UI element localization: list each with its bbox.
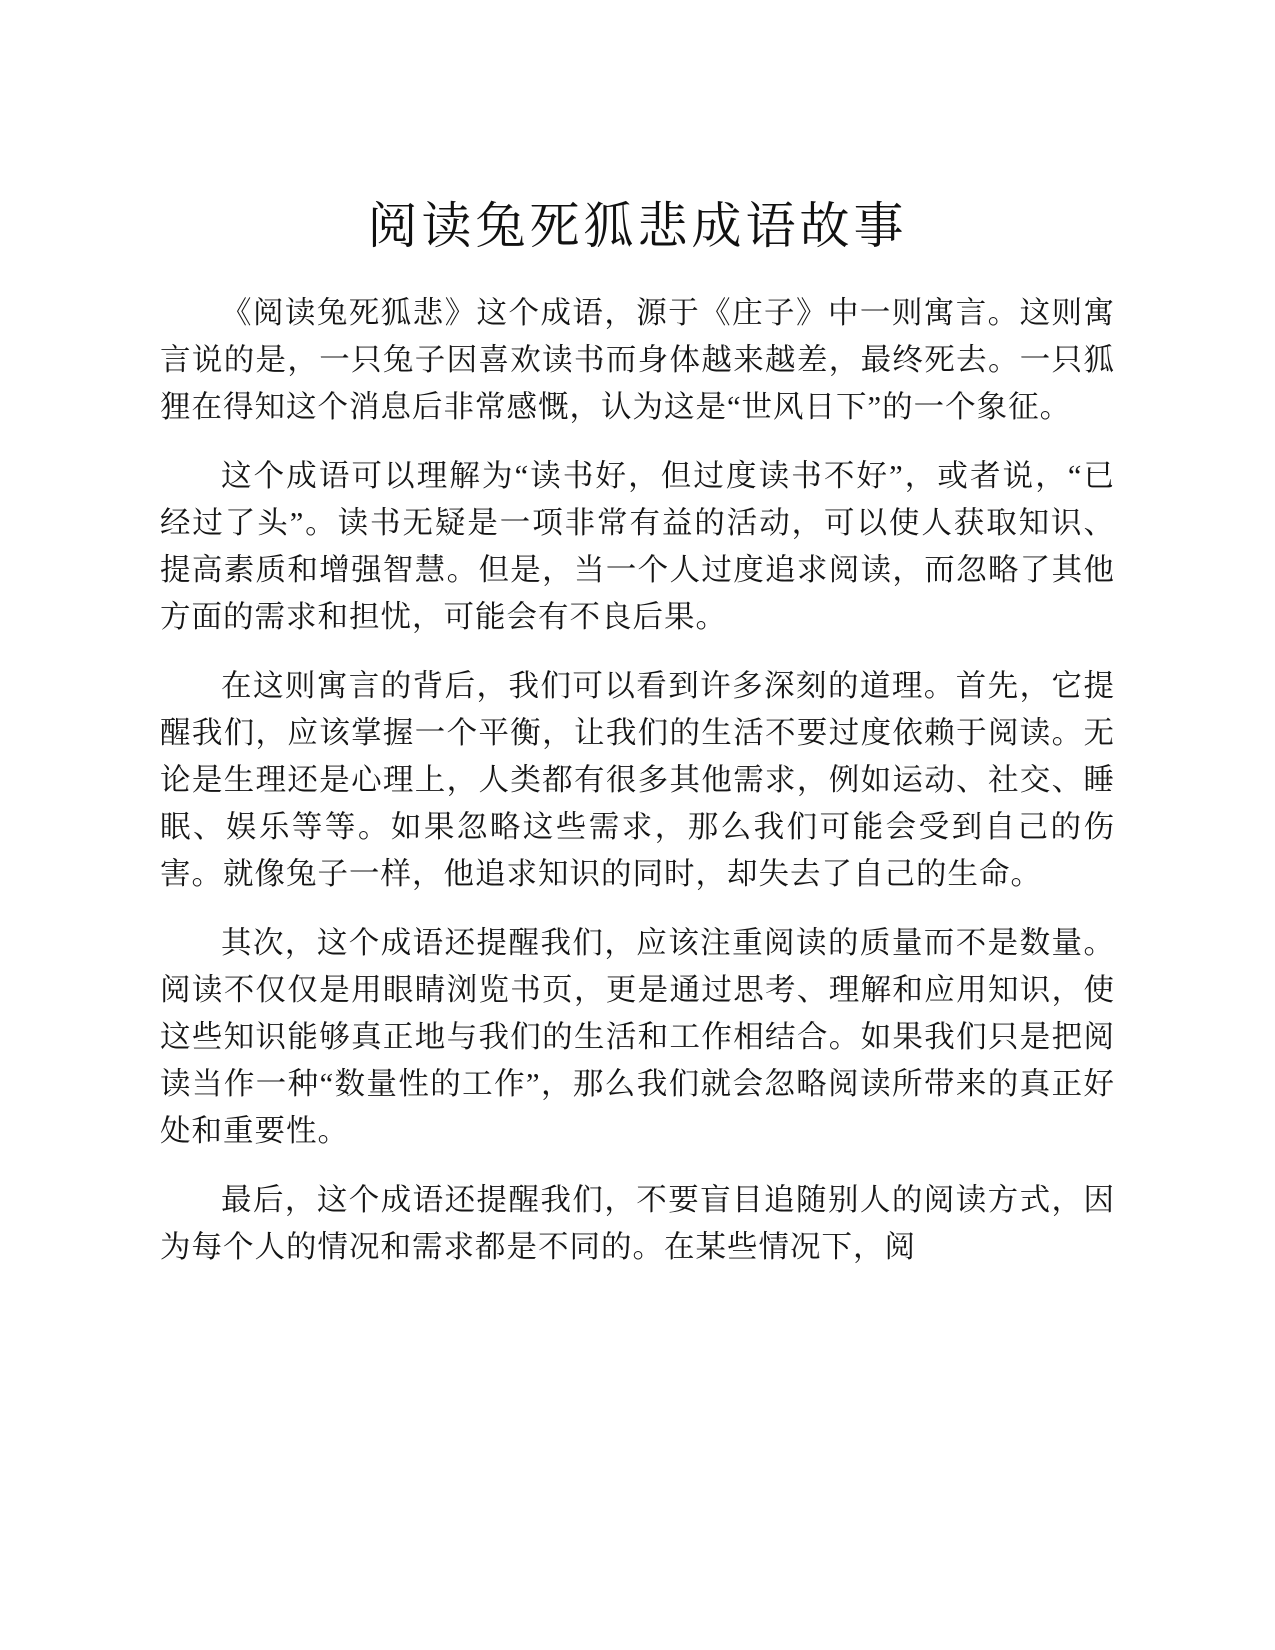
document-body [160, 290, 1115, 1271]
paragraph: 其次，这个成语还提醒我们，应该注重阅读的质量而不是数量。阅读不仅仅是用眼睛浏览书页，更是通过思考、理解和应用知识，使这些知识能够真正地与我们的生活和工作相结合。如果我们只是把阅读当作一种“数量性的工作”，那么我们就会忽略阅读所带来的真正好处和重要性。 [160, 926, 1115, 1148]
paragraph: 最后，这个成语还提醒我们，不要盲目追随别人的阅读方式，因为每个人的情况和需求都是不同的。在某些情况下，阅 [160, 1183, 1115, 1264]
page-title: 阅读兔死狐悲成语故事 [367, 198, 908, 254]
paragraph: 在这则寓言的背后，我们可以看到许多深刻的道理。首先，它提醒我们，应该掌握一个平衡，让我们的生活不要过度依赖于阅读。无论是生理还是心理上，人类都有很多其他需求，例如运动、社交、睡眠、娱乐等等。如果忽略这些需求，那么我们可能会受到自己的伤害。就像兔子一样，他追求知识的同时，却失去了自己的生命。 [160, 669, 1115, 891]
paragraph: 这个成语可以理解为“读书好，但过度读书不好”，或者说，“已经过了头”。读书无疑是一项非常有益的活动，可以使人获取知识、提高素质和增强智慧。但是，当一个人过度追求阅读，而忽略了其他方面的需求和担忧，可能会有不良后果。 [160, 459, 1115, 634]
paragraph: 《阅读兔死狐悲》这个成语，源于《庄子》中一则寓言。这则寓言说的是，一只兔子因喜欢读书而身体越来越差，最终死去。一只狐狸在得知这个消息后非常感慨，认为这是“世风日下”的一个象征。 [160, 296, 1115, 424]
